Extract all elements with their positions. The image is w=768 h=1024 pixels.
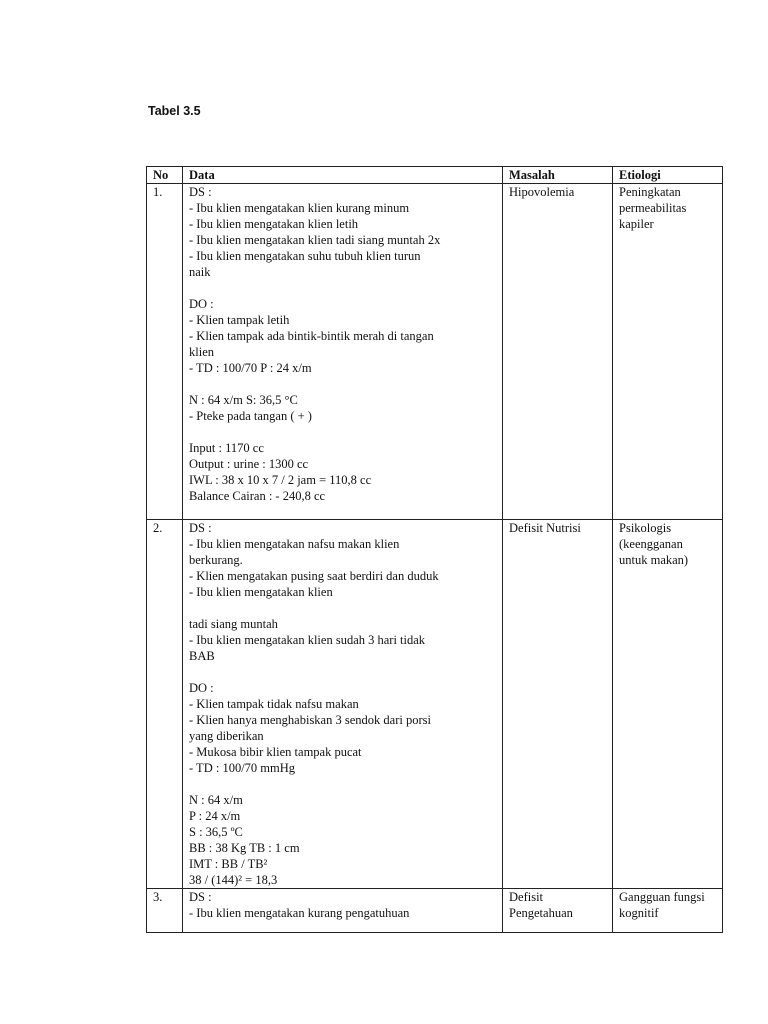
cell-no: 2.	[147, 520, 183, 889]
cell-data-line: - Klien mengatakan pusing saat berdiri dan duduk	[189, 569, 439, 583]
cell-etiologi-line: kognitif	[619, 906, 659, 920]
cell-data-line: - Ibu klien mengatakan klien kurang minum	[189, 201, 410, 215]
cell-data-line: BAB	[189, 649, 215, 663]
cell-data-line: DO :	[189, 297, 214, 311]
cell-data-line: berkurang.	[189, 553, 243, 567]
data-table	[146, 166, 723, 933]
cell-data-line: - Ibu klien mengatakan suhu tubuh klien turun	[189, 249, 421, 263]
cell-etiologi-line: Peningkatan	[619, 185, 681, 199]
cell-data-line	[189, 664, 498, 680]
cell-masalah-line: Defisit	[509, 890, 544, 904]
header-row	[147, 167, 723, 184]
cell-etiologi-line: Gangguan fungsi	[619, 890, 705, 904]
header-no: No	[147, 167, 183, 184]
cell-data-line: - Klien hanya menghabiskan 3 sendok dari porsi	[189, 713, 431, 727]
cell-data-line: Input : 1170 cc	[189, 441, 264, 455]
cell-data-line: DO :	[189, 681, 214, 695]
cell-data-line: - Ibu klien mengatakan klien	[189, 585, 333, 599]
cell-data-line: - Ibu klien mengatakan kurang pengatuhuan	[189, 906, 410, 920]
table-row	[147, 184, 723, 520]
cell-masalah	[503, 520, 613, 889]
cell-data-line: klien	[189, 345, 214, 359]
cell-data-line: S : 36,5 ºC	[189, 825, 243, 839]
header-data: Data	[183, 167, 503, 184]
cell-masalah-line: Defisit Nutrisi	[509, 521, 581, 535]
cell-data-line	[189, 776, 498, 792]
cell-data-line: P : 24 x/m	[189, 809, 241, 823]
cell-masalah-line: Hipovolemia	[509, 185, 575, 199]
cell-data-line: - Klien tampak letih	[189, 313, 290, 327]
cell-etiologi-line: Psikologis	[619, 521, 672, 535]
cell-data-line: - Ibu klien mengatakan klien letih	[189, 217, 359, 231]
cell-data-line: - Mukosa bibir klien tampak pucat	[189, 745, 362, 759]
cell-masalah-line: Pengetahuan	[509, 906, 573, 920]
table-caption: Tabel 3.5	[148, 104, 201, 118]
cell-data-line: - Pteke pada tangan ( + )	[189, 409, 312, 423]
table-row	[147, 889, 723, 933]
cell-data-line: - Klien tampak ada bintik-bintik merah di tangan	[189, 329, 434, 343]
cell-etiologi-line: untuk makan)	[619, 553, 689, 567]
cell-data-line: N : 64 x/m	[189, 793, 243, 807]
cell-etiologi	[613, 520, 723, 889]
cell-data-line: IMT : BB / TB²	[189, 857, 268, 871]
cell-etiologi-line: (keengganan	[619, 537, 683, 551]
cell-data-line: Balance Cairan : - 240,8 cc	[189, 489, 326, 503]
cell-data-line: - TD : 100/70 P : 24 x/m	[189, 361, 312, 375]
cell-data-line: - Ibu klien mengatakan klien sudah 3 hari tidak	[189, 633, 426, 647]
cell-data-line: - Klien tampak tidak nafsu makan	[189, 697, 359, 711]
cell-data-line: DS :	[189, 521, 212, 535]
cell-data-line: - Ibu klien mengatakan klien tadi siang muntah 2x	[189, 233, 441, 247]
cell-masalah	[503, 184, 613, 520]
cell-data-line: N : 64 x/m S: 36,5 °C	[189, 393, 298, 407]
cell-etiologi	[613, 184, 723, 520]
cell-data-line: BB : 38 Kg TB : 1 cm	[189, 841, 300, 855]
cell-data-line: IWL : 38 x 10 x 7 / 2 jam = 110,8 cc	[189, 473, 372, 487]
cell-data-line	[189, 280, 498, 296]
cell-data-line	[189, 600, 498, 616]
cell-etiologi	[613, 889, 723, 933]
table-row	[147, 520, 723, 889]
cell-data-line: yang diberikan	[189, 729, 264, 743]
header-etiologi: Etiologi	[613, 167, 723, 184]
cell-data-line: 38 / (144)² = 18,3	[189, 873, 278, 887]
cell-etiologi-line: kapiler	[619, 217, 654, 231]
cell-data	[183, 889, 503, 933]
cell-data	[183, 184, 503, 520]
header-masalah: Masalah	[503, 167, 613, 184]
cell-data-line: - Ibu klien mengatakan nafsu makan klien	[189, 537, 400, 551]
cell-no: 1.	[147, 184, 183, 520]
cell-etiologi-line: permeabilitas	[619, 201, 687, 215]
cell-data	[183, 520, 503, 889]
cell-data-line: DS :	[189, 890, 212, 904]
cell-data-line: - TD : 100/70 mmHg	[189, 761, 296, 775]
cell-data-line	[189, 376, 498, 392]
cell-data-line	[189, 424, 498, 440]
cell-data-line: DS :	[189, 185, 212, 199]
cell-data-line: Output : urine : 1300 cc	[189, 457, 309, 471]
cell-masalah	[503, 889, 613, 933]
cell-data-line: naik	[189, 265, 211, 279]
cell-data-line: tadi siang muntah	[189, 617, 278, 631]
cell-no: 3.	[147, 889, 183, 933]
